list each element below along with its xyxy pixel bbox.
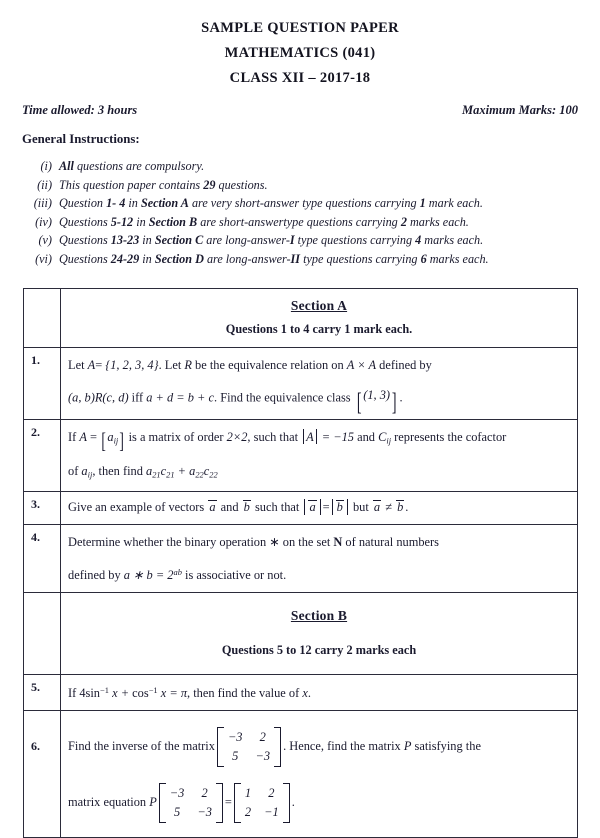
q6-var-P2: P xyxy=(149,794,157,809)
q2-term1-c-sub: 21 xyxy=(166,468,175,479)
q2-represents: represents the cofactor xyxy=(391,429,507,444)
q1-set: {1, 2, 3, 4} xyxy=(105,358,159,372)
q3-text-c: such that xyxy=(251,499,303,514)
question-number-2: 2. xyxy=(24,419,61,491)
section-b-title: Section B xyxy=(290,607,348,623)
title-line-3: CLASS XII – 2017-18 xyxy=(229,70,371,86)
matrix-cell: −3 xyxy=(255,748,271,763)
q1-class-pair: (1, 3) xyxy=(363,388,391,402)
q3-text-b: and xyxy=(217,499,242,514)
question-body-3 xyxy=(61,491,578,524)
q1-text-a: Let xyxy=(68,358,88,372)
q1-eq: = xyxy=(95,358,106,372)
question-body-4 xyxy=(61,524,578,592)
question-number-5: 5. xyxy=(24,674,61,710)
q6-text-a: Find the inverse of the matrix xyxy=(68,738,215,753)
q2-term2-c-sub: 22 xyxy=(209,468,218,479)
instruction-number: (vi) xyxy=(35,251,52,266)
q5-text-a: If 4 xyxy=(68,685,86,700)
q2-of: of xyxy=(68,463,82,478)
instruction-item xyxy=(0,250,600,269)
instruction-item xyxy=(0,194,600,213)
instruction-number: (iii) xyxy=(33,196,52,210)
matrix-cell: 2 xyxy=(259,729,266,744)
q2-detA: A xyxy=(306,429,314,444)
instruction-text: This question paper contains 29 questions. xyxy=(59,177,268,192)
question-body-5 xyxy=(61,674,578,710)
q5-sin: sin xyxy=(85,685,101,700)
matrix-grid xyxy=(224,727,274,767)
question-body-6 xyxy=(61,710,578,837)
q4-star: ∗ xyxy=(269,534,280,549)
q4-set-N: N xyxy=(333,534,343,549)
time-allowed: Time allowed: 3 hours xyxy=(22,103,138,117)
q2-eq: = xyxy=(86,429,101,444)
q1-equation: a + d = b + c xyxy=(146,390,215,405)
q3-equals: = xyxy=(322,499,330,514)
table-row xyxy=(24,491,578,524)
q2-and: and xyxy=(354,429,379,444)
q6-text-b: . Hence, find the matrix xyxy=(283,738,404,753)
q6-text-c: satisfying the xyxy=(411,738,481,753)
table-row xyxy=(24,710,578,837)
title-line-1: SAMPLE QUESTION PAPER xyxy=(201,20,399,36)
instruction-item xyxy=(0,213,600,232)
q4-exponent: ab xyxy=(173,566,182,577)
instruction-item xyxy=(0,157,600,176)
q1-var-R: R xyxy=(184,358,192,372)
question-body-2: If $A = [a_{ij}]$ is a matrix of order 2×2, such that A = −15 and $C_{ij}$ represents the cofactor of $a_{ij}$, then find $a_{21}c_{21} + a_{22}c_{22}$ xyxy=(61,419,578,491)
q2-such: , such that xyxy=(247,429,302,444)
table-row xyxy=(24,524,578,592)
matrix-bracket-left xyxy=(217,727,224,767)
instruction-text: Question 1- 4 in Section A are very short-answer type questions carrying 1 mark each. xyxy=(59,196,483,210)
q3-mag-a: a xyxy=(309,499,316,514)
q1-var-A: A xyxy=(87,358,96,372)
q2-mid: is a matrix of order xyxy=(125,429,227,444)
q6-period: . xyxy=(291,794,295,809)
q3-vector-b2: b xyxy=(397,499,404,514)
instructions-list xyxy=(0,157,600,268)
q4-text-d: defined by xyxy=(68,567,124,582)
q2-var-A: A xyxy=(79,429,87,444)
exam-meta-row xyxy=(22,103,578,118)
section-a-number-spacer xyxy=(24,289,61,348)
table-row xyxy=(24,674,578,710)
matrix-cell: 2 xyxy=(201,785,208,800)
q3-text-d: but xyxy=(349,499,372,514)
q2-C-sub: ij xyxy=(386,435,392,446)
q2-order: 2×2 xyxy=(226,429,248,444)
q5-x3: x xyxy=(302,685,308,700)
general-instructions-label: General Instructions: xyxy=(22,132,140,146)
q2-then: , then find xyxy=(92,463,146,478)
q5-equals-pi: = π xyxy=(166,685,188,700)
instruction-item xyxy=(0,231,600,250)
q5-cos-sup: −1 xyxy=(148,684,158,695)
q5-x2: x xyxy=(157,685,167,700)
question-number-4: 4. xyxy=(24,524,61,592)
title-line-2: MATHEMATICS (041) xyxy=(224,45,376,61)
q4-expression: a ∗ b = 2 xyxy=(123,567,174,582)
section-b-number-spacer xyxy=(24,592,61,674)
q5-x1: x xyxy=(108,685,118,700)
q3-mag-b: b xyxy=(336,499,343,514)
q1-iff: iff xyxy=(128,390,147,405)
q1-pair-ab: (a, b) xyxy=(68,390,95,405)
q1-text-c: be the equivalence relation on xyxy=(191,358,347,372)
q1-text-e: . Find the equivalence class xyxy=(214,390,354,405)
q4-text-e: is associative or not. xyxy=(181,567,287,582)
q3-text-a: Give an example of vectors xyxy=(68,499,208,514)
question-number-6: 6. xyxy=(24,710,61,837)
q6-text-d: matrix equation xyxy=(68,794,150,809)
matrix-cell: −3 xyxy=(227,729,243,744)
q2-if: If xyxy=(68,429,80,444)
q2-detval: = −15 xyxy=(318,429,354,444)
question-number-3: 3. xyxy=(24,491,61,524)
q5-sin-sup: −1 xyxy=(100,684,109,695)
question-body-1 xyxy=(61,348,578,420)
q3-period: . xyxy=(405,499,409,514)
q3-vector-a2: a xyxy=(373,499,381,514)
q3-vector-a: a xyxy=(209,499,216,514)
q1-period: . xyxy=(399,390,403,405)
instruction-number: (ii) xyxy=(37,177,52,192)
matrix-cell: 1 xyxy=(244,785,252,800)
q2-var-C: C xyxy=(378,429,387,444)
q5-period: . xyxy=(307,685,311,700)
q5-cos: cos xyxy=(132,685,149,700)
section-a-subtitle: Questions 1 to 4 carry 1 mark each. xyxy=(225,322,413,336)
table-row xyxy=(24,419,578,491)
maximum-marks: Maximum Marks: 100 xyxy=(462,103,578,117)
instruction-text: Questions 5-12 in Section B are short-answertype questions carrying 2 marks each. xyxy=(59,214,469,229)
q2-term2-a: a xyxy=(189,463,196,478)
question-number-1: 1. xyxy=(24,348,61,420)
q2-aij-sub: ij xyxy=(113,435,119,446)
q1-rel-R: R xyxy=(94,390,103,405)
section-a-title: Section A xyxy=(290,298,348,313)
section-b-header-row xyxy=(24,592,578,674)
q1-pair-cd: (c, d) xyxy=(102,390,129,405)
q5-plus: + xyxy=(117,685,133,700)
instruction-number: (iv) xyxy=(35,214,52,229)
q2-term2-a-sub: 22 xyxy=(195,468,204,479)
instruction-text: All questions are compulsory. xyxy=(59,159,205,173)
q1-equivalence-class: [ (1, 3)] xyxy=(356,387,397,416)
instruction-text: Questions 13-23 in Section C are long-answer-I type questions carrying 4 marks each. xyxy=(59,233,484,247)
matrix-cell: −3 xyxy=(197,804,212,819)
q1-text-b: . Let xyxy=(158,358,185,372)
document-header xyxy=(0,0,600,91)
matrix-cell: 5 xyxy=(173,804,181,819)
q2-term1-a-sub: 21 xyxy=(152,468,161,479)
section-b-subtitle: Questions 5 to 12 carry 2 marks each xyxy=(221,642,417,657)
instruction-text: Questions 24-29 in Section D are long-answer-II type questions carrying 6 marks each. xyxy=(59,251,489,266)
section-a-header-cell xyxy=(61,289,578,348)
section-a-header-row xyxy=(24,289,578,348)
matrix-cell: −3 xyxy=(169,785,185,800)
instruction-number: (i) xyxy=(40,159,52,173)
q2-plus: + xyxy=(174,463,190,478)
table-row xyxy=(24,348,578,420)
q3-vector-b: b xyxy=(243,499,250,514)
q5-text-b: , then find the value of xyxy=(187,685,303,700)
instruction-item xyxy=(0,176,600,195)
q4-text-a: Determine whether the binary operation xyxy=(68,534,270,549)
q6-var-P: P xyxy=(403,738,412,753)
q2-a2-sub: ij xyxy=(87,468,93,479)
q6-matrix-1 xyxy=(217,727,281,767)
q2-aij: a xyxy=(107,429,114,444)
section-b-header-cell xyxy=(61,592,578,674)
q2-term1-c: c xyxy=(160,463,167,478)
matrix-cell: 2 xyxy=(268,785,275,800)
q6-equals: = xyxy=(224,794,232,809)
questions-table xyxy=(23,288,578,838)
q4-text-b: on the set xyxy=(279,534,334,549)
matrix-cell: 2 xyxy=(244,804,252,819)
matrix-cell: 5 xyxy=(232,748,239,763)
matrix-bracket-right xyxy=(274,727,281,767)
q2-a2: a xyxy=(81,463,88,478)
q2-term2-c: c xyxy=(203,463,210,478)
q1-axa: A × A xyxy=(346,358,377,372)
q2-term1-a: a xyxy=(146,463,153,478)
q4-text-c: of natural numbers xyxy=(342,534,439,549)
q1-text-d: defined by xyxy=(376,358,432,372)
matrix-cell: −1 xyxy=(264,804,279,819)
instruction-number: (v) xyxy=(38,233,52,247)
q3-not-equal: ≠ xyxy=(382,499,396,514)
